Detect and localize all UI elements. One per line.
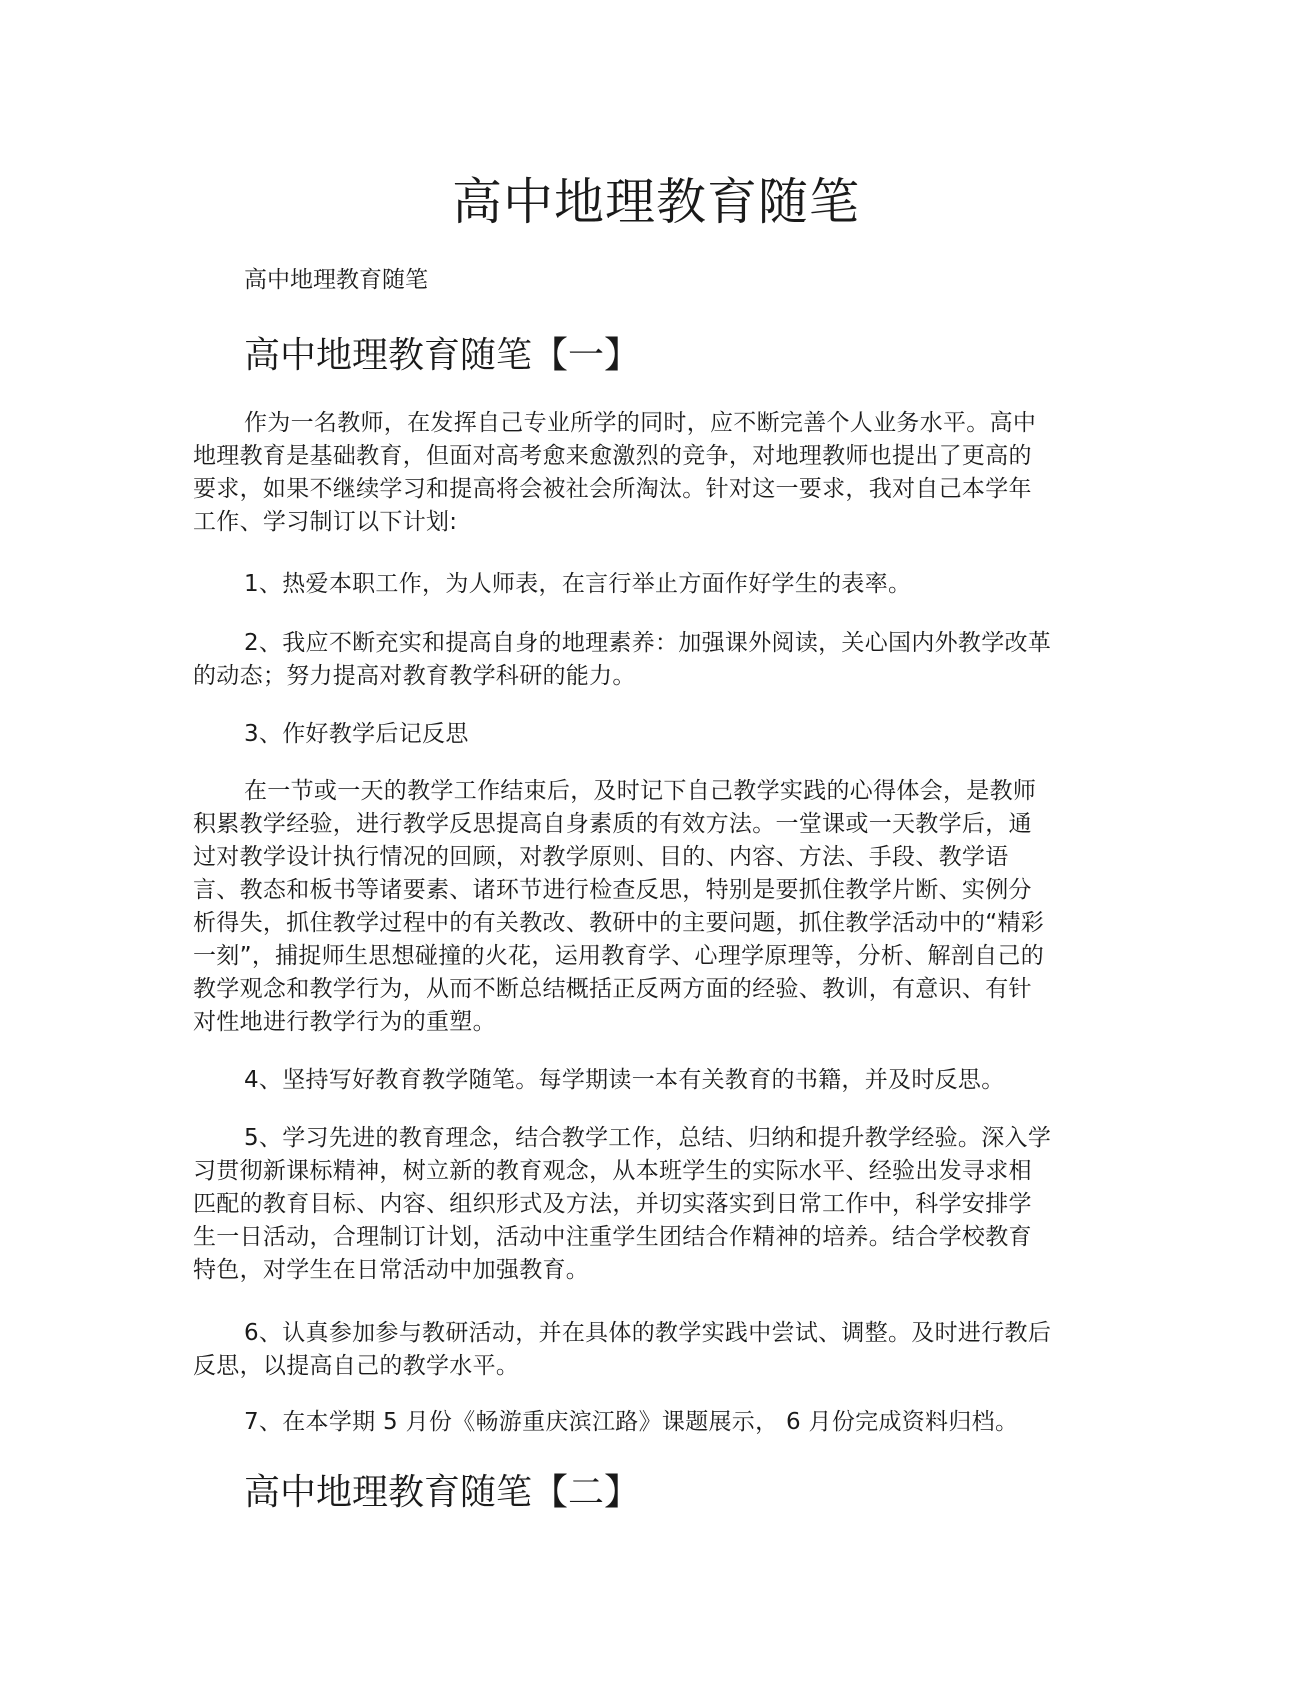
paragraph-item-1: 1、热爱本职工作，为人师表，在言行举止方面作好学生的表率。 [244,571,912,597]
section-heading-2: 高中地理教育随笔【二】 [244,1472,641,1513]
section-heading-1: 高中地理教育随笔【一】 [244,335,641,376]
paragraph-intro: 作为一名教师，在发挥自己专业所学的同时，应不断完善个人业务水平。高中地理教育是基础教育，但面对高考愈来愈激烈的竞争，对地理教师也提出了更高的要求，如果不继续学习和提高将会被社会所淘汰。针对这一要求，我对自己本学年工作、学习制订以下计划: [193,410,1037,535]
paragraph-item-3: 3、作好教学后记反思 [244,721,469,747]
paragraph-reflection: 在一节或一天的教学工作结束后，及时记下自己教学实践的心得体会，是教师积累教学经验，进行教学反思提高自身素质的有效方法。一堂课或一天教学后，通过对教学设计执行情况的回顾，对教学原则、目的、内容、方法、手段、教学语言、教态和板书等诸要素、诸环节进行检查反思，特别是要抓住教学片断、实例分析得失，抓住教学过程中的有关教改、教研中的主要问题，抓住教学活动中的“精彩一刻”，捕捉师生思想碰撞的火花，运用教育学、心理学原理等，分析、解剖自己的教学观念和教学行为，从而不断总结概括正反两方面的经验、教训，有意识、有针对性地进行教学行为的重塑。 [193,778,1045,1035]
document-title: 高中地理教育随笔 [452,173,860,231]
paragraph-item-2: 2、我应不断充实和提高自身的地理素养：加强课外阅读，关心国内外教学改革的动态；努力提高对教育教学科研的能力。 [193,630,1052,689]
paragraph-item-4: 4、坚持写好教育教学随笔。每学期读一本有关教育的书籍，并及时反思。 [244,1067,1005,1093]
paragraph-item-6: 6、认真参加参与教研活动，并在具体的教学实践中尝试、调整。及时进行教后反思，以提高自己的教学水平。 [193,1320,1052,1379]
paragraph-item-7: 7、在本学期 5 月份《畅游重庆滨江路》课题展示， 6 月份完成资料归档。 [244,1409,1019,1435]
document-subtitle: 高中地理教育随笔 [244,267,428,293]
paragraph-item-5: 5、学习先进的教育理念，结合教学工作，总结、归纳和提升教学经验。深入学习贯彻新课标精神，树立新的教育观念，从本班学生的实际水平、经验出发寻求相匹配的教育目标、内容、组织形式及方法，并切实落实到日常工作中，科学安排学生一日活动，合理制订计划，活动中注重学生团结合作精神的培养。结合学校教育特色，对学生在日常活动中加强教育。 [193,1125,1052,1283]
